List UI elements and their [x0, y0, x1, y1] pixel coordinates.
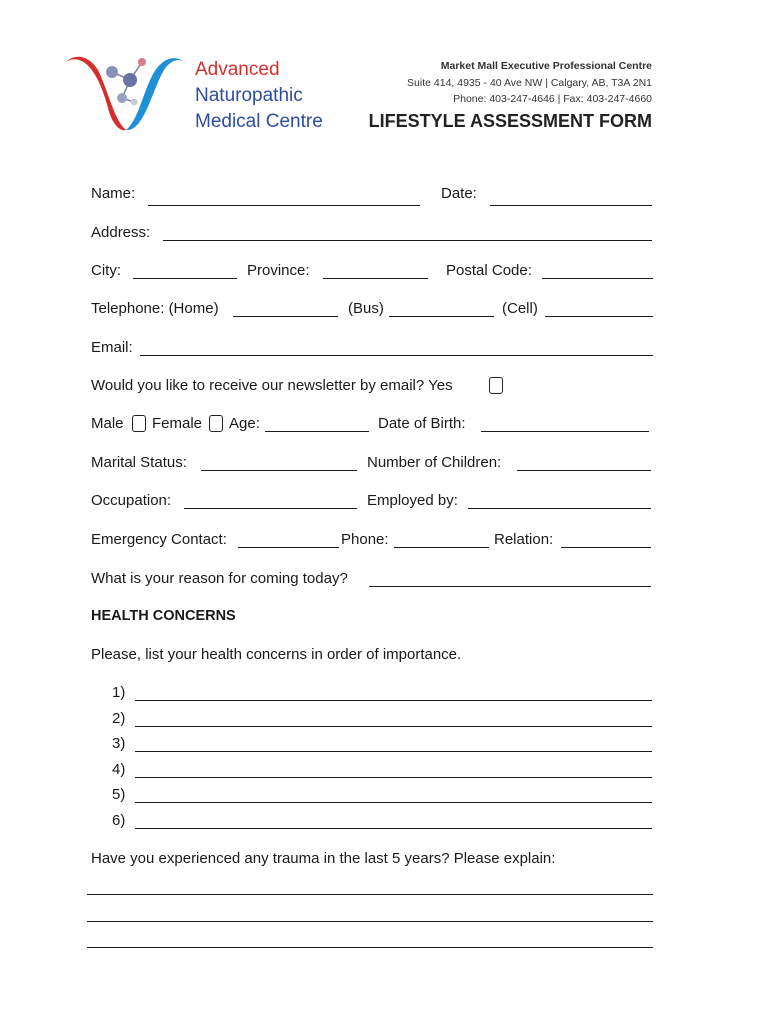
children-label: Number of Children:: [367, 454, 502, 471]
concern-number-2: 2): [112, 710, 126, 727]
concern-field-2[interactable]: [135, 726, 652, 727]
address-field[interactable]: [163, 240, 652, 241]
concern-number-4: 4): [112, 761, 126, 778]
dob-field[interactable]: [481, 431, 649, 432]
logo-line-3: Medical Centre: [195, 111, 323, 132]
concern-field-1[interactable]: [135, 700, 652, 701]
relation-label: Relation:: [494, 531, 554, 548]
male-checkbox[interactable]: [132, 415, 146, 432]
newsletter-yes-checkbox[interactable]: [489, 377, 503, 394]
telephone-home-field[interactable]: [233, 316, 338, 317]
emergency-contact-label: Emergency Contact:: [91, 531, 227, 548]
province-label: Province:: [247, 262, 310, 279]
address-label: Address:: [91, 224, 151, 241]
trauma-field-line-2[interactable]: [87, 921, 653, 922]
trauma-question: Have you experienced any trauma in the last 5 years? Please explain:: [91, 850, 556, 867]
centre-phones: Phone: 403-247-4646 | Fax: 403-247-4660: [453, 93, 652, 105]
concern-field-6[interactable]: [135, 828, 652, 829]
marital-status-field[interactable]: [201, 470, 357, 471]
bus-label: (Bus): [348, 300, 384, 317]
concern-field-3[interactable]: [135, 751, 652, 752]
email-field[interactable]: [140, 355, 653, 356]
relation-field[interactable]: [561, 547, 651, 548]
health-concerns-heading: HEALTH CONCERNS: [91, 608, 236, 624]
telephone-home-label: Telephone: (Home): [91, 300, 219, 317]
cell-label: (Cell): [502, 300, 538, 317]
bus-phone-field[interactable]: [389, 316, 494, 317]
age-field[interactable]: [265, 431, 369, 432]
emergency-phone-label: Phone:: [341, 531, 389, 548]
marital-status-label: Marital Status:: [91, 454, 187, 471]
health-instruction: Please, list your health concerns in order of importance.: [91, 646, 462, 663]
date-label: Date:: [441, 185, 477, 202]
name-label: Name:: [91, 185, 136, 202]
centre-name: Market Mall Executive Professional Centre: [440, 60, 652, 72]
employed-by-field[interactable]: [468, 508, 651, 509]
city-label: City:: [91, 262, 121, 279]
centre-address: Suite 414, 4935 - 40 Ave NW | Calgary, AB, T3A 2N1: [407, 77, 652, 89]
trauma-field-line-3[interactable]: [87, 947, 653, 948]
concern-number-3: 3): [112, 735, 126, 752]
concern-number-5: 5): [112, 786, 126, 803]
cell-phone-field[interactable]: [545, 316, 653, 317]
province-field[interactable]: [323, 278, 428, 279]
clinic-logo-icon: [64, 50, 189, 135]
logo-line-1: Advanced: [195, 59, 280, 80]
city-field[interactable]: [133, 278, 237, 279]
emergency-contact-field[interactable]: [238, 547, 339, 548]
reason-label: What is your reason for coming today?: [91, 570, 348, 587]
concern-number-6: 6): [112, 812, 126, 829]
email-label: Email:: [91, 339, 133, 356]
postal-code-label: Postal Code:: [446, 262, 532, 279]
age-label: Age:: [229, 415, 260, 432]
reason-field[interactable]: [369, 586, 651, 587]
occupation-field[interactable]: [184, 508, 357, 509]
children-field[interactable]: [517, 470, 651, 471]
concern-field-5[interactable]: [135, 802, 652, 803]
logo-line-2: Naturopathic: [195, 85, 303, 106]
form-title: LIFESTYLE ASSESSMENT FORM: [368, 111, 652, 131]
female-label: Female: [152, 415, 203, 432]
concern-field-4[interactable]: [135, 777, 652, 778]
name-field[interactable]: [148, 205, 420, 206]
male-label: Male: [91, 415, 124, 432]
dob-label: Date of Birth:: [378, 415, 466, 432]
occupation-label: Occupation:: [91, 492, 172, 509]
emergency-phone-field[interactable]: [394, 547, 489, 548]
female-checkbox[interactable]: [209, 415, 223, 432]
trauma-field-line-1[interactable]: [87, 894, 653, 895]
concern-number-1: 1): [112, 684, 126, 701]
date-field[interactable]: [490, 205, 652, 206]
employed-by-label: Employed by:: [367, 492, 458, 509]
newsletter-question: Would you like to receive our newsletter by email? Yes: [91, 377, 453, 394]
postal-code-field[interactable]: [542, 278, 653, 279]
